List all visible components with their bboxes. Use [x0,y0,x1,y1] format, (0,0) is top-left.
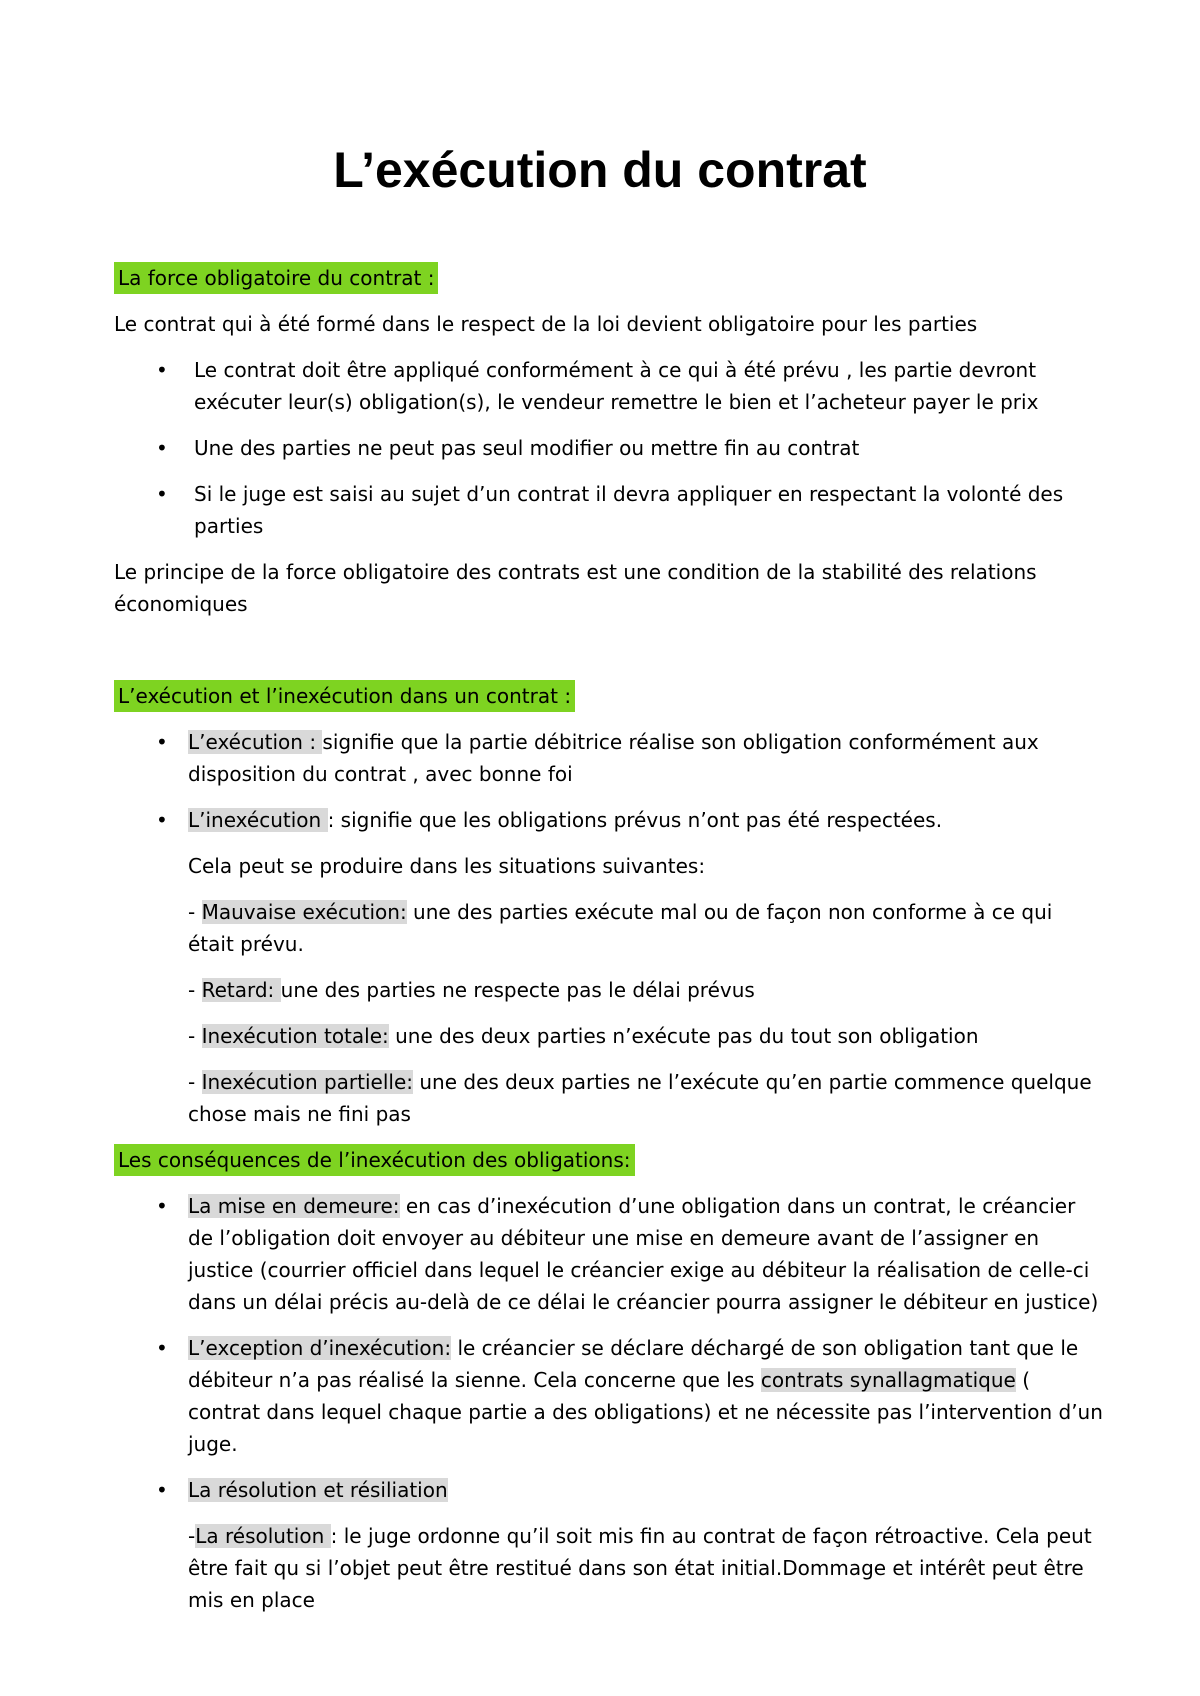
list-item: • Le contrat doit être appliqué conformément à ce qui à été prévu , les partie devront exécuter leur(s) obligation(s), le vendeur remettre le bien et l’acheteur payer le prix [114,354,1104,418]
item-text: une des parties ne respecte pas le délai prévus [280,978,755,1002]
list-item [114,1474,1104,1506]
dash: - [188,900,202,924]
section-execution-inexecution [114,680,1104,1130]
dash: - [188,1070,202,1094]
highlighted-term: L’exécution : [188,730,323,754]
page-title: L’exécution du contrat [333,142,867,198]
item-text: le créancier se déclare déchargé de son obligation tant que le débiteur n’a pas réalisé la sienne. Cela concerne que les [188,1336,1079,1392]
section-heading: La force obligatoire du contrat : [114,262,438,294]
section-heading: Les conséquences de l’inexécution des obligations: [114,1144,635,1176]
bullet-list [114,726,1104,836]
item-text: : le juge ordonne qu’il soit mis fin au contrat de façon rétroactive. Cela peut être fait qu si l’objet peut être restitué dans son état initial.Dommage et intérêt peut être mis en place [188,1524,1092,1612]
situation-item [114,1020,1104,1052]
highlighted-term: Inexécution partielle: [201,1070,414,1094]
item-text: signifie que la partie débitrice réalise son obligation conformément aux disposition du contrat , avec bonne foi [188,730,1039,786]
dash: - [188,1024,202,1048]
bullet-list [114,1190,1104,1506]
situations-intro: Cela peut se produire dans les situations suivantes: [188,854,706,878]
section-consequences [114,1144,1104,1616]
situation-item [114,974,1104,1006]
list-item: • Une des parties ne peut pas seul modifier ou mettre fin au contrat [114,432,1104,464]
item-text: une des parties exécute mal ou de façon non conforme à ce qui était prévu. [188,900,1053,956]
highlighted-term: Retard: [201,978,281,1002]
highlighted-term: contrats synallagmatique [760,1368,1016,1392]
paragraph: Le contrat qui à été formé dans le respect de la loi devient obligatoire pour les parties [114,312,978,336]
dash: - [188,1524,196,1548]
list-item [114,804,1104,836]
section-heading: L’exécution et l’inexécution dans un contrat : [114,680,575,712]
highlighted-term: Inexécution totale: [201,1024,389,1048]
bullet-list [114,354,1104,542]
list-item [114,1332,1104,1460]
highlighted-term: La résolution [195,1524,331,1548]
item-text: en cas d’inexécution d’une obligation dans un contrat, le créancier de l’obligation doit envoyer au débiteur une mise en demeure avant de l’assigner en justice (courrier officiel dans lequel le créancier exige au débiteur la réalisation de celle-ci dans un délai précis au-delà de ce délai le créancier pourra assigner le débiteur en justice) [188,1194,1099,1314]
highlighted-term: L’inexécution [188,808,328,832]
highlighted-term: L’exception d’inexécution: [188,1336,452,1360]
highlighted-term: Mauvaise exécution: [201,900,407,924]
list-item [114,726,1104,790]
situation-item [114,1066,1104,1130]
situation-item [114,896,1104,960]
paragraph: Le principe de la force obligatoire des contrats est une condition de la stabilité des relations économiques [114,560,1037,616]
dash: - [188,978,202,1002]
highlighted-term: La résolution et résiliation [188,1478,448,1502]
document-body [114,262,1104,1630]
item-text: : signifie que les obligations prévus n’ont pas été respectées. [327,808,943,832]
highlighted-term: La mise en demeure: [188,1194,400,1218]
item-text: une des deux parties ne l’exécute qu’en partie commence quelque chose mais ne fini pas [188,1070,1092,1126]
list-item: • Si le juge est saisi au sujet d’un contrat il devra appliquer en respectant la volonté des parties [114,478,1104,542]
section-force-obligatoire [114,262,1104,620]
list-item [114,1190,1104,1318]
item-text: ( contrat dans lequel chaque partie a des obligations) et ne nécessite pas l’intervention d’un juge. [188,1368,1103,1456]
item-text: une des deux parties n’exécute pas du tout son obligation [388,1024,979,1048]
resolution-paragraph [114,1520,1104,1616]
spacer [114,634,1104,680]
